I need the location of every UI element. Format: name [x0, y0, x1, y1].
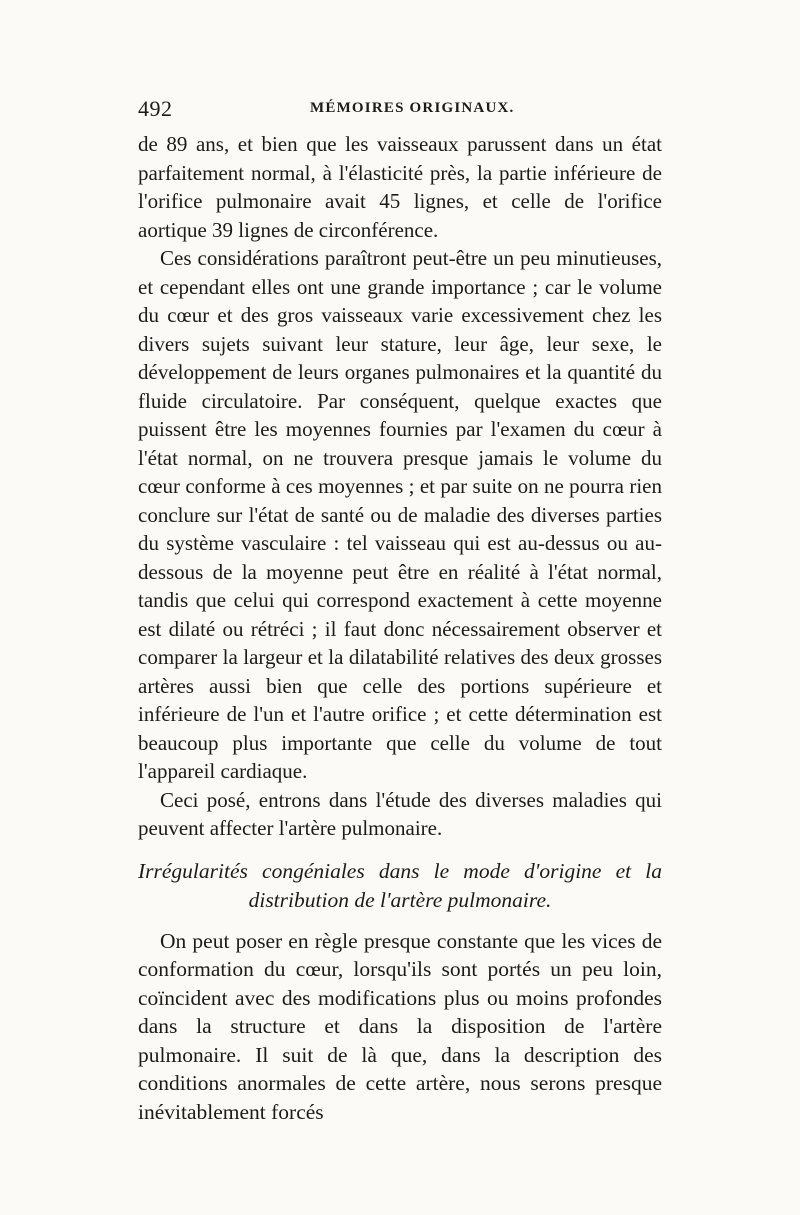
section-heading-line-1: Irrégularités congéniales dans le mode d'origine et la — [138, 858, 662, 883]
section-body-paragraph: On peut poser en règle presque constante que les vices de conformation du cœur, lorsqu'ils sont portés un peu loin, coïncident avec des modifications plus ou moins profondes dans la structure et dans la disposition de l'artère pulmonaire. Il suit de là que, dans la description des conditions anormales de cette artère, nous serons presque inévitablement forcés — [138, 928, 662, 1124]
page-number: 492 — [138, 96, 173, 121]
section-heading-line-2: distribution de l'artère pulmonaire. — [248, 887, 552, 912]
page-header — [138, 96, 662, 130]
paragraph-continuation: de 89 ans, et bien que les vaisseaux parussent dans un état parfaitement normal, à l'élasticité près, la partie inférieure de l'orifice pulmonaire avait 45 lignes, et celle de l'orifice aortique 39 lignes de circonférence. — [138, 132, 662, 242]
paragraph-considerations: Ces considérations paraîtront peut-être un peu minutieuses, et cependant elles ont une grande importance ; car le volume du cœur et des gros vaisseaux varie excessivement chez les divers sujets suivant leur stature, leur âge, leur sexe, le développement de leurs organes pulmonaires et la quantité du fluide circulatoire. Par conséquent, quelque exactes que puissent être les moyennes fournies par l'examen du cœur à l'état normal, on ne trouvera presque jamais le volume du cœur conforme à ces moyennes ; et par suite on ne pourra rien conclure sur l'état de santé ou de maladie des diverses parties du système vasculaire : tel vaisseau qui est au-dessus ou au-dessous de la moyenne peut être en réalité à l'état normal, tandis que celui qui correspond exactement à cette moyenne est dilaté ou rétréci ; il faut donc nécessairement observer et comparer la largeur et la dilatabilité relatives des deux grosses artères aussi bien que celle des portions supérieure et inférieure de l'un et l'autre orifice ; et cette détermination est beaucoup plus importante que celle du volume de tout l'appareil cardiaque. — [138, 246, 662, 783]
paragraph-transition: Ceci posé, entrons dans l'étude des diverses maladies qui peuvent affecter l'artère pulmonaire. — [138, 787, 662, 840]
section-heading — [138, 857, 662, 915]
running-title: MÉMOIRES ORIGINAUX. — [310, 100, 515, 116]
book-page — [138, 96, 662, 1126]
